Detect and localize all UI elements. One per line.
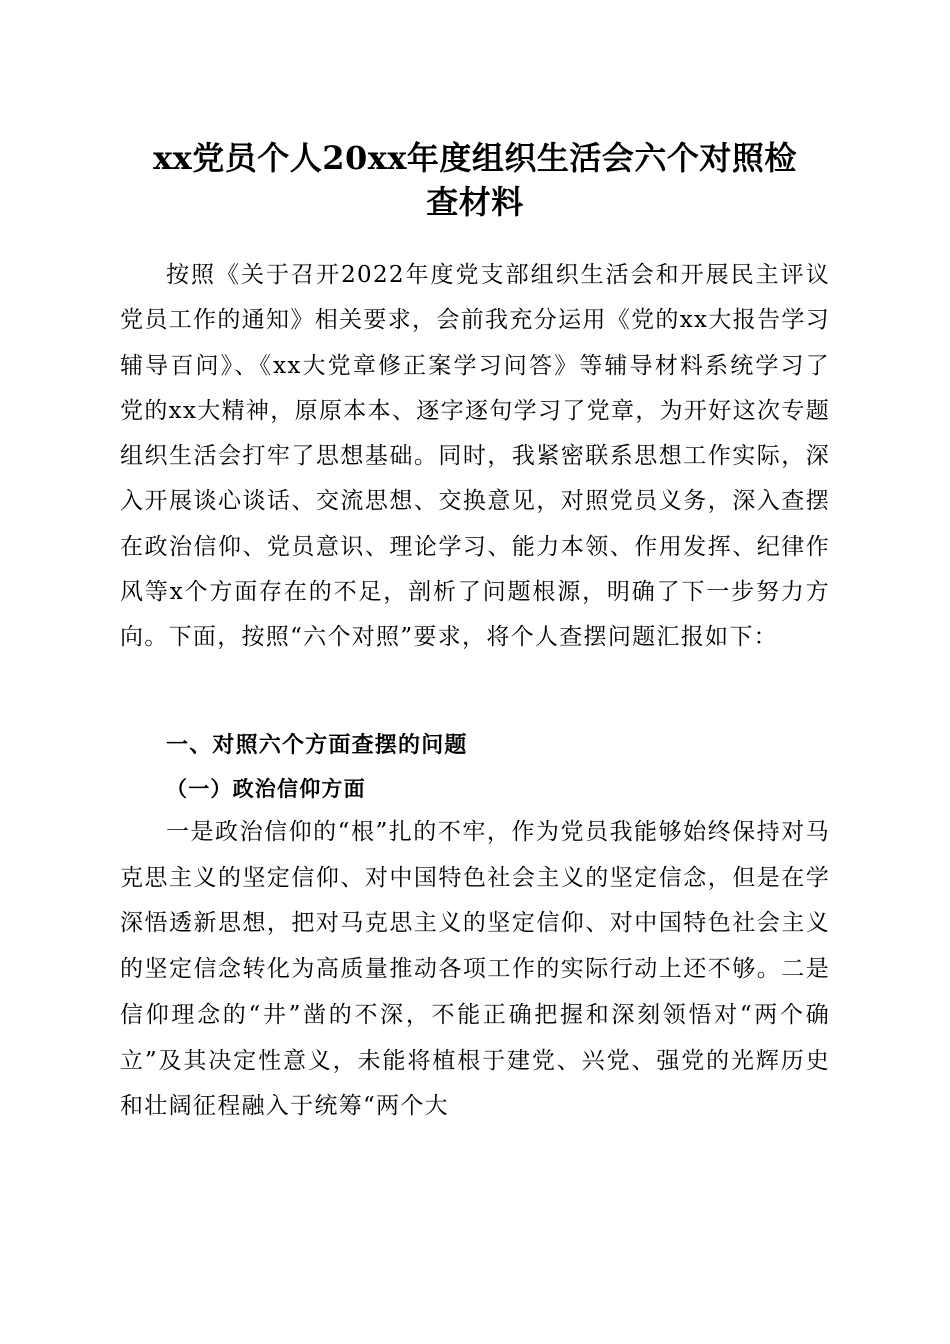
intro-paragraph: 按照《关于召开2022年度党支部组织生活会和开展民主评议党员工作的通知》相关要求，会前我充分运用《党的xx大报告学习辅导百问》、《xx大党章修正案学习问答》等辅导材料系统学习了党的xx大精神，原原本本、逐字逐句学习了党章，为开好这次专题组织生活会打牢了思想基础。同时，我紧密联系思想工作实际，深入开展谈心谈话、交流思想、交换意见，对照党员义务，深入查摆在政治信仰、党员意识、理论学习、能力本领、作用发挥、纪律作风等x个方面存在的不足，剖析了问题根源，明确了下一步努力方向。下面，按照“六个对照”要求，将个人查摆问题汇报如下：: [120, 262, 830, 651]
subsection-heading: （一）政治信仰方面: [166, 776, 366, 801]
document-title: [120, 136, 830, 224]
title-line-2: 查材料: [426, 183, 524, 221]
title-line-1: xx党员个人20xx年度组织生活会六个对照检: [153, 139, 797, 177]
subsection-paragraph: 一是政治信仰的“根”扎的不牢，作为党员我能够始终保持对马克思主义的坚定信仰、对中国特色社会主义的坚定信念，但是在学深悟透新思想，把对马克思主义的坚定信仰、对中国特色社会主义的坚定信念转化为高质量推动各项工作的实际行动上还不够。二是信仰理念的“井”凿的不深，不能正确把握和深刻领悟对“两个确立”及其决定性意义，未能将植根于建党、兴党、强党的光辉历史和壮阔征程融入于统筹“两个大: [120, 819, 830, 1120]
section-heading: 一、对照六个方面查摆的问题: [166, 733, 468, 758]
